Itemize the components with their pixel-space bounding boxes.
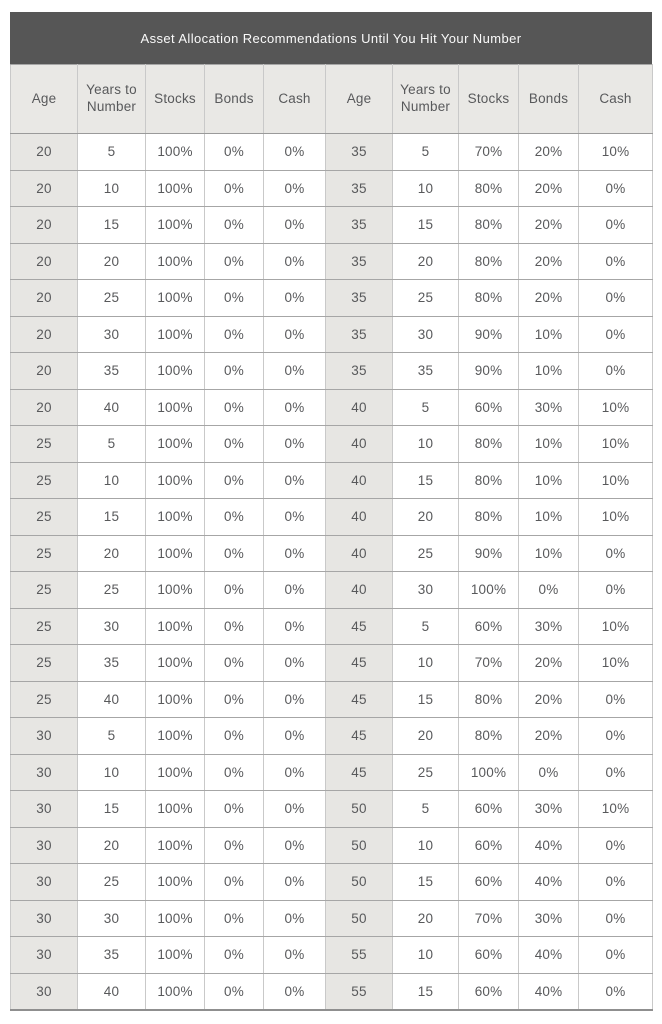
- table-row: [11, 353, 653, 390]
- table-cell: 5: [78, 134, 146, 171]
- table-cell: 35: [78, 645, 146, 682]
- table-cell: 0%: [264, 645, 326, 682]
- table-cell: 10: [393, 937, 459, 974]
- header-row: [11, 65, 653, 134]
- table-cell: 15: [393, 973, 459, 1010]
- column-header-age: Age: [326, 65, 393, 134]
- table-cell: 20: [11, 353, 78, 390]
- table-cell: 25: [11, 535, 78, 572]
- column-header-bonds: Bonds: [519, 65, 579, 134]
- table-cell: 0%: [205, 645, 264, 682]
- table-cell: 30: [11, 973, 78, 1010]
- table-cell: 80%: [459, 718, 519, 755]
- table-cell: 10: [393, 645, 459, 682]
- table-cell: 10%: [579, 462, 653, 499]
- table-cell: 80%: [459, 426, 519, 463]
- table-cell: 100%: [459, 754, 519, 791]
- table-cell: 80%: [459, 681, 519, 718]
- table-cell: 20%: [519, 681, 579, 718]
- table-cell: 30: [11, 900, 78, 937]
- table-cell: 40%: [519, 827, 579, 864]
- table-cell: 0%: [205, 170, 264, 207]
- table-cell: 0%: [519, 754, 579, 791]
- table-row: [11, 827, 653, 864]
- table-cell: 20: [78, 827, 146, 864]
- table-cell: 30: [78, 608, 146, 645]
- table-cell: 100%: [146, 718, 205, 755]
- table-cell: 80%: [459, 499, 519, 536]
- table-cell: 100%: [146, 900, 205, 937]
- table-cell: 90%: [459, 535, 519, 572]
- table-cell: 50: [326, 791, 393, 828]
- table-cell: 100%: [146, 973, 205, 1010]
- table-cell: 70%: [459, 900, 519, 937]
- table-cell: 0%: [264, 499, 326, 536]
- table-cell: 40: [78, 389, 146, 426]
- table-cell: 0%: [205, 280, 264, 317]
- table-cell: 35: [326, 243, 393, 280]
- column-header-stocks: Stocks: [459, 65, 519, 134]
- table-cell: 80%: [459, 207, 519, 244]
- table-cell: 10%: [579, 645, 653, 682]
- table-cell: 0%: [579, 681, 653, 718]
- table-cell: 0%: [264, 681, 326, 718]
- table-cell: 10%: [519, 499, 579, 536]
- table-cell: 30%: [519, 608, 579, 645]
- table-cell: 0%: [205, 681, 264, 718]
- table-cell: 10%: [579, 134, 653, 171]
- table-cell: 0%: [205, 462, 264, 499]
- table-cell: 0%: [264, 207, 326, 244]
- column-header-age: Age: [11, 65, 78, 134]
- table-cell: 0%: [205, 207, 264, 244]
- table-row: [11, 900, 653, 937]
- table-cell: 0%: [579, 900, 653, 937]
- table-cell: 0%: [205, 426, 264, 463]
- table-cell: 45: [326, 645, 393, 682]
- table-cell: 10: [78, 170, 146, 207]
- table-cell: 0%: [579, 353, 653, 390]
- table-cell: 0%: [264, 791, 326, 828]
- table-cell: 20%: [519, 134, 579, 171]
- table-cell: 0%: [205, 937, 264, 974]
- table-cell: 0%: [264, 535, 326, 572]
- table-cell: 35: [326, 353, 393, 390]
- table-cell: 5: [78, 426, 146, 463]
- table-cell: 100%: [146, 608, 205, 645]
- table-cell: 0%: [205, 353, 264, 390]
- table-cell: 40%: [519, 864, 579, 901]
- table-cell: 100%: [146, 426, 205, 463]
- table-cell: 0%: [579, 316, 653, 353]
- table-row: [11, 389, 653, 426]
- table-row: [11, 754, 653, 791]
- table-body: [11, 134, 653, 1011]
- table-cell: 20: [11, 134, 78, 171]
- table-cell: 40: [326, 499, 393, 536]
- table-cell: 100%: [146, 827, 205, 864]
- table-cell: 10%: [519, 316, 579, 353]
- table-cell: 25: [11, 608, 78, 645]
- table-cell: 0%: [264, 572, 326, 609]
- table-cell: 100%: [146, 499, 205, 536]
- table-cell: 35: [78, 353, 146, 390]
- table-cell: 70%: [459, 645, 519, 682]
- table-cell: 70%: [459, 134, 519, 171]
- table-row: [11, 134, 653, 171]
- table-cell: 10: [393, 426, 459, 463]
- table-cell: 0%: [205, 499, 264, 536]
- table-cell: 15: [393, 864, 459, 901]
- table-cell: 10%: [579, 499, 653, 536]
- table-cell: 100%: [146, 134, 205, 171]
- table-cell: 25: [393, 754, 459, 791]
- table-cell: 20: [11, 316, 78, 353]
- table-cell: 30%: [519, 791, 579, 828]
- table-cell: 0%: [264, 864, 326, 901]
- table-row: [11, 426, 653, 463]
- table-row: [11, 937, 653, 974]
- table-cell: 0%: [264, 389, 326, 426]
- table-cell: 20: [393, 499, 459, 536]
- table-cell: 20: [11, 207, 78, 244]
- table-cell: 0%: [579, 973, 653, 1010]
- table-cell: 80%: [459, 243, 519, 280]
- table-cell: 40%: [519, 937, 579, 974]
- table-cell: 30: [11, 718, 78, 755]
- column-header-bonds: Bonds: [205, 65, 264, 134]
- table-cell: 100%: [146, 207, 205, 244]
- table-cell: 20: [11, 389, 78, 426]
- table-cell: 100%: [146, 389, 205, 426]
- table-row: [11, 207, 653, 244]
- table-cell: 30: [393, 316, 459, 353]
- table-cell: 0%: [264, 754, 326, 791]
- table-cell: 100%: [146, 353, 205, 390]
- column-header-years-to-number: Years to Number: [78, 65, 146, 134]
- table-cell: 0%: [264, 608, 326, 645]
- table-cell: 0%: [264, 937, 326, 974]
- table-cell: 55: [326, 937, 393, 974]
- table-row: [11, 791, 653, 828]
- table-cell: 0%: [264, 827, 326, 864]
- column-header-stocks: Stocks: [146, 65, 205, 134]
- table-row: [11, 681, 653, 718]
- table-cell: 35: [326, 207, 393, 244]
- table-cell: 20: [11, 243, 78, 280]
- table-cell: 90%: [459, 353, 519, 390]
- table-cell: 0%: [579, 207, 653, 244]
- table-cell: 60%: [459, 937, 519, 974]
- table-row: [11, 280, 653, 317]
- table-cell: 100%: [146, 243, 205, 280]
- table-cell: 25: [393, 535, 459, 572]
- table-cell: 5: [78, 718, 146, 755]
- table-cell: 100%: [146, 316, 205, 353]
- table-cell: 0%: [264, 170, 326, 207]
- table-cell: 60%: [459, 608, 519, 645]
- table-cell: 60%: [459, 864, 519, 901]
- table-row: [11, 462, 653, 499]
- table-cell: 0%: [519, 572, 579, 609]
- table-row: [11, 864, 653, 901]
- table-cell: 35: [78, 937, 146, 974]
- table-cell: 20: [11, 280, 78, 317]
- column-header-cash: Cash: [579, 65, 653, 134]
- table-cell: 0%: [264, 718, 326, 755]
- table-cell: 25: [11, 572, 78, 609]
- table-row: [11, 608, 653, 645]
- table-cell: 15: [78, 499, 146, 536]
- table-cell: 25: [11, 426, 78, 463]
- table-cell: 0%: [579, 243, 653, 280]
- table-cell: 0%: [579, 937, 653, 974]
- table-cell: 60%: [459, 389, 519, 426]
- table-cell: 30: [11, 827, 78, 864]
- table-cell: 20%: [519, 243, 579, 280]
- table-cell: 15: [393, 207, 459, 244]
- table-cell: 100%: [146, 937, 205, 974]
- table-row: [11, 170, 653, 207]
- asset-allocation-figure: [10, 12, 652, 1011]
- table-title: Asset Allocation Recommendations Until You Hit Your Number: [140, 30, 522, 46]
- table-cell: 0%: [205, 134, 264, 171]
- table-row: [11, 243, 653, 280]
- table-cell: 25: [11, 681, 78, 718]
- table-cell: 25: [11, 499, 78, 536]
- table-cell: 0%: [579, 535, 653, 572]
- table-cell: 20%: [519, 280, 579, 317]
- table-cell: 0%: [264, 426, 326, 463]
- table-cell: 15: [78, 791, 146, 828]
- table-cell: 30: [11, 864, 78, 901]
- table-cell: 0%: [264, 280, 326, 317]
- table-cell: 30: [11, 791, 78, 828]
- table-cell: 45: [326, 754, 393, 791]
- table-row: [11, 499, 653, 536]
- table-cell: 100%: [146, 754, 205, 791]
- table-cell: 40: [78, 973, 146, 1010]
- table-cell: 20: [78, 535, 146, 572]
- table-cell: 40: [326, 426, 393, 463]
- table-cell: 0%: [264, 462, 326, 499]
- table-cell: 0%: [205, 718, 264, 755]
- table-cell: 5: [393, 791, 459, 828]
- table-cell: 0%: [205, 791, 264, 828]
- table-cell: 5: [393, 134, 459, 171]
- table-cell: 10: [78, 462, 146, 499]
- table-cell: 0%: [579, 718, 653, 755]
- table-cell: 0%: [205, 316, 264, 353]
- table-cell: 90%: [459, 316, 519, 353]
- table-cell: 25: [393, 280, 459, 317]
- table-cell: 0%: [579, 280, 653, 317]
- table-cell: 25: [11, 462, 78, 499]
- table-cell: 0%: [205, 572, 264, 609]
- table-cell: 20: [393, 718, 459, 755]
- table-row: [11, 973, 653, 1010]
- table-cell: 30%: [519, 389, 579, 426]
- table-cell: 45: [326, 681, 393, 718]
- table-cell: 0%: [205, 389, 264, 426]
- table-cell: 20%: [519, 207, 579, 244]
- table-cell: 0%: [579, 572, 653, 609]
- table-cell: 10: [393, 827, 459, 864]
- table-cell: 15: [78, 207, 146, 244]
- table-cell: 100%: [146, 572, 205, 609]
- table-cell: 0%: [579, 827, 653, 864]
- table-cell: 35: [326, 134, 393, 171]
- table-cell: 100%: [146, 645, 205, 682]
- table-cell: 10%: [579, 608, 653, 645]
- table-cell: 20%: [519, 645, 579, 682]
- table-cell: 10%: [519, 535, 579, 572]
- table-cell: 40%: [519, 973, 579, 1010]
- column-header-cash: Cash: [264, 65, 326, 134]
- table-cell: 100%: [146, 791, 205, 828]
- table-cell: 20%: [519, 170, 579, 207]
- table-cell: 15: [393, 462, 459, 499]
- table-cell: 30: [11, 754, 78, 791]
- table-cell: 100%: [146, 280, 205, 317]
- table-cell: 10%: [579, 791, 653, 828]
- table-cell: 50: [326, 827, 393, 864]
- table-cell: 0%: [579, 170, 653, 207]
- table-cell: 20: [393, 900, 459, 937]
- table-cell: 0%: [205, 900, 264, 937]
- table-row: [11, 718, 653, 755]
- column-header-years-to-number: Years to Number: [393, 65, 459, 134]
- table-cell: 30%: [519, 900, 579, 937]
- table-cell: 0%: [205, 243, 264, 280]
- table-cell: 0%: [205, 754, 264, 791]
- table-cell: 20%: [519, 718, 579, 755]
- table-cell: 100%: [459, 572, 519, 609]
- table-cell: 80%: [459, 280, 519, 317]
- allocation-table: [10, 64, 653, 1011]
- table-cell: 60%: [459, 827, 519, 864]
- table-cell: 35: [326, 170, 393, 207]
- table-cell: 10%: [579, 426, 653, 463]
- table-cell: 30: [78, 900, 146, 937]
- table-row: [11, 645, 653, 682]
- table-cell: 0%: [264, 353, 326, 390]
- table-cell: 0%: [579, 864, 653, 901]
- table-cell: 35: [393, 353, 459, 390]
- table-cell: 40: [326, 462, 393, 499]
- table-cell: 10%: [519, 426, 579, 463]
- table-cell: 10%: [519, 462, 579, 499]
- table-cell: 10: [78, 754, 146, 791]
- table-cell: 10%: [579, 389, 653, 426]
- table-cell: 40: [326, 572, 393, 609]
- table-cell: 60%: [459, 973, 519, 1010]
- table-cell: 0%: [205, 535, 264, 572]
- table-cell: 100%: [146, 462, 205, 499]
- table-cell: 100%: [146, 535, 205, 572]
- table-cell: 0%: [205, 864, 264, 901]
- table-cell: 0%: [264, 243, 326, 280]
- table-cell: 5: [393, 389, 459, 426]
- table-cell: 80%: [459, 462, 519, 499]
- table-cell: 5: [393, 608, 459, 645]
- table-cell: 0%: [264, 900, 326, 937]
- table-cell: 45: [326, 718, 393, 755]
- table-cell: 60%: [459, 791, 519, 828]
- table-cell: 20: [78, 243, 146, 280]
- table-cell: 0%: [205, 973, 264, 1010]
- table-cell: 35: [326, 280, 393, 317]
- table-cell: 30: [11, 937, 78, 974]
- table-cell: 50: [326, 864, 393, 901]
- table-cell: 25: [11, 645, 78, 682]
- table-cell: 0%: [205, 827, 264, 864]
- table-row: [11, 572, 653, 609]
- table-cell: 25: [78, 572, 146, 609]
- table-cell: 100%: [146, 681, 205, 718]
- table-cell: 40: [326, 389, 393, 426]
- table-row: [11, 535, 653, 572]
- table-cell: 80%: [459, 170, 519, 207]
- table-cell: 45: [326, 608, 393, 645]
- table-cell: 25: [78, 280, 146, 317]
- table-row: [11, 316, 653, 353]
- table-cell: 100%: [146, 864, 205, 901]
- table-cell: 50: [326, 900, 393, 937]
- table-cell: 10: [393, 170, 459, 207]
- table-cell: 10%: [519, 353, 579, 390]
- table-cell: 15: [393, 681, 459, 718]
- table-cell: 25: [78, 864, 146, 901]
- table-cell: 0%: [205, 608, 264, 645]
- table-cell: 0%: [579, 754, 653, 791]
- table-cell: 40: [78, 681, 146, 718]
- table-cell: 40: [326, 535, 393, 572]
- table-cell: 20: [393, 243, 459, 280]
- table-cell: 100%: [146, 170, 205, 207]
- table-cell: 30: [78, 316, 146, 353]
- table-cell: 20: [11, 170, 78, 207]
- table-cell: 55: [326, 973, 393, 1010]
- table-cell: 0%: [264, 973, 326, 1010]
- table-cell: 0%: [264, 316, 326, 353]
- table-cell: 35: [326, 316, 393, 353]
- table-cell: 30: [393, 572, 459, 609]
- table-cell: 0%: [264, 134, 326, 171]
- table-title-bar: [10, 12, 652, 64]
